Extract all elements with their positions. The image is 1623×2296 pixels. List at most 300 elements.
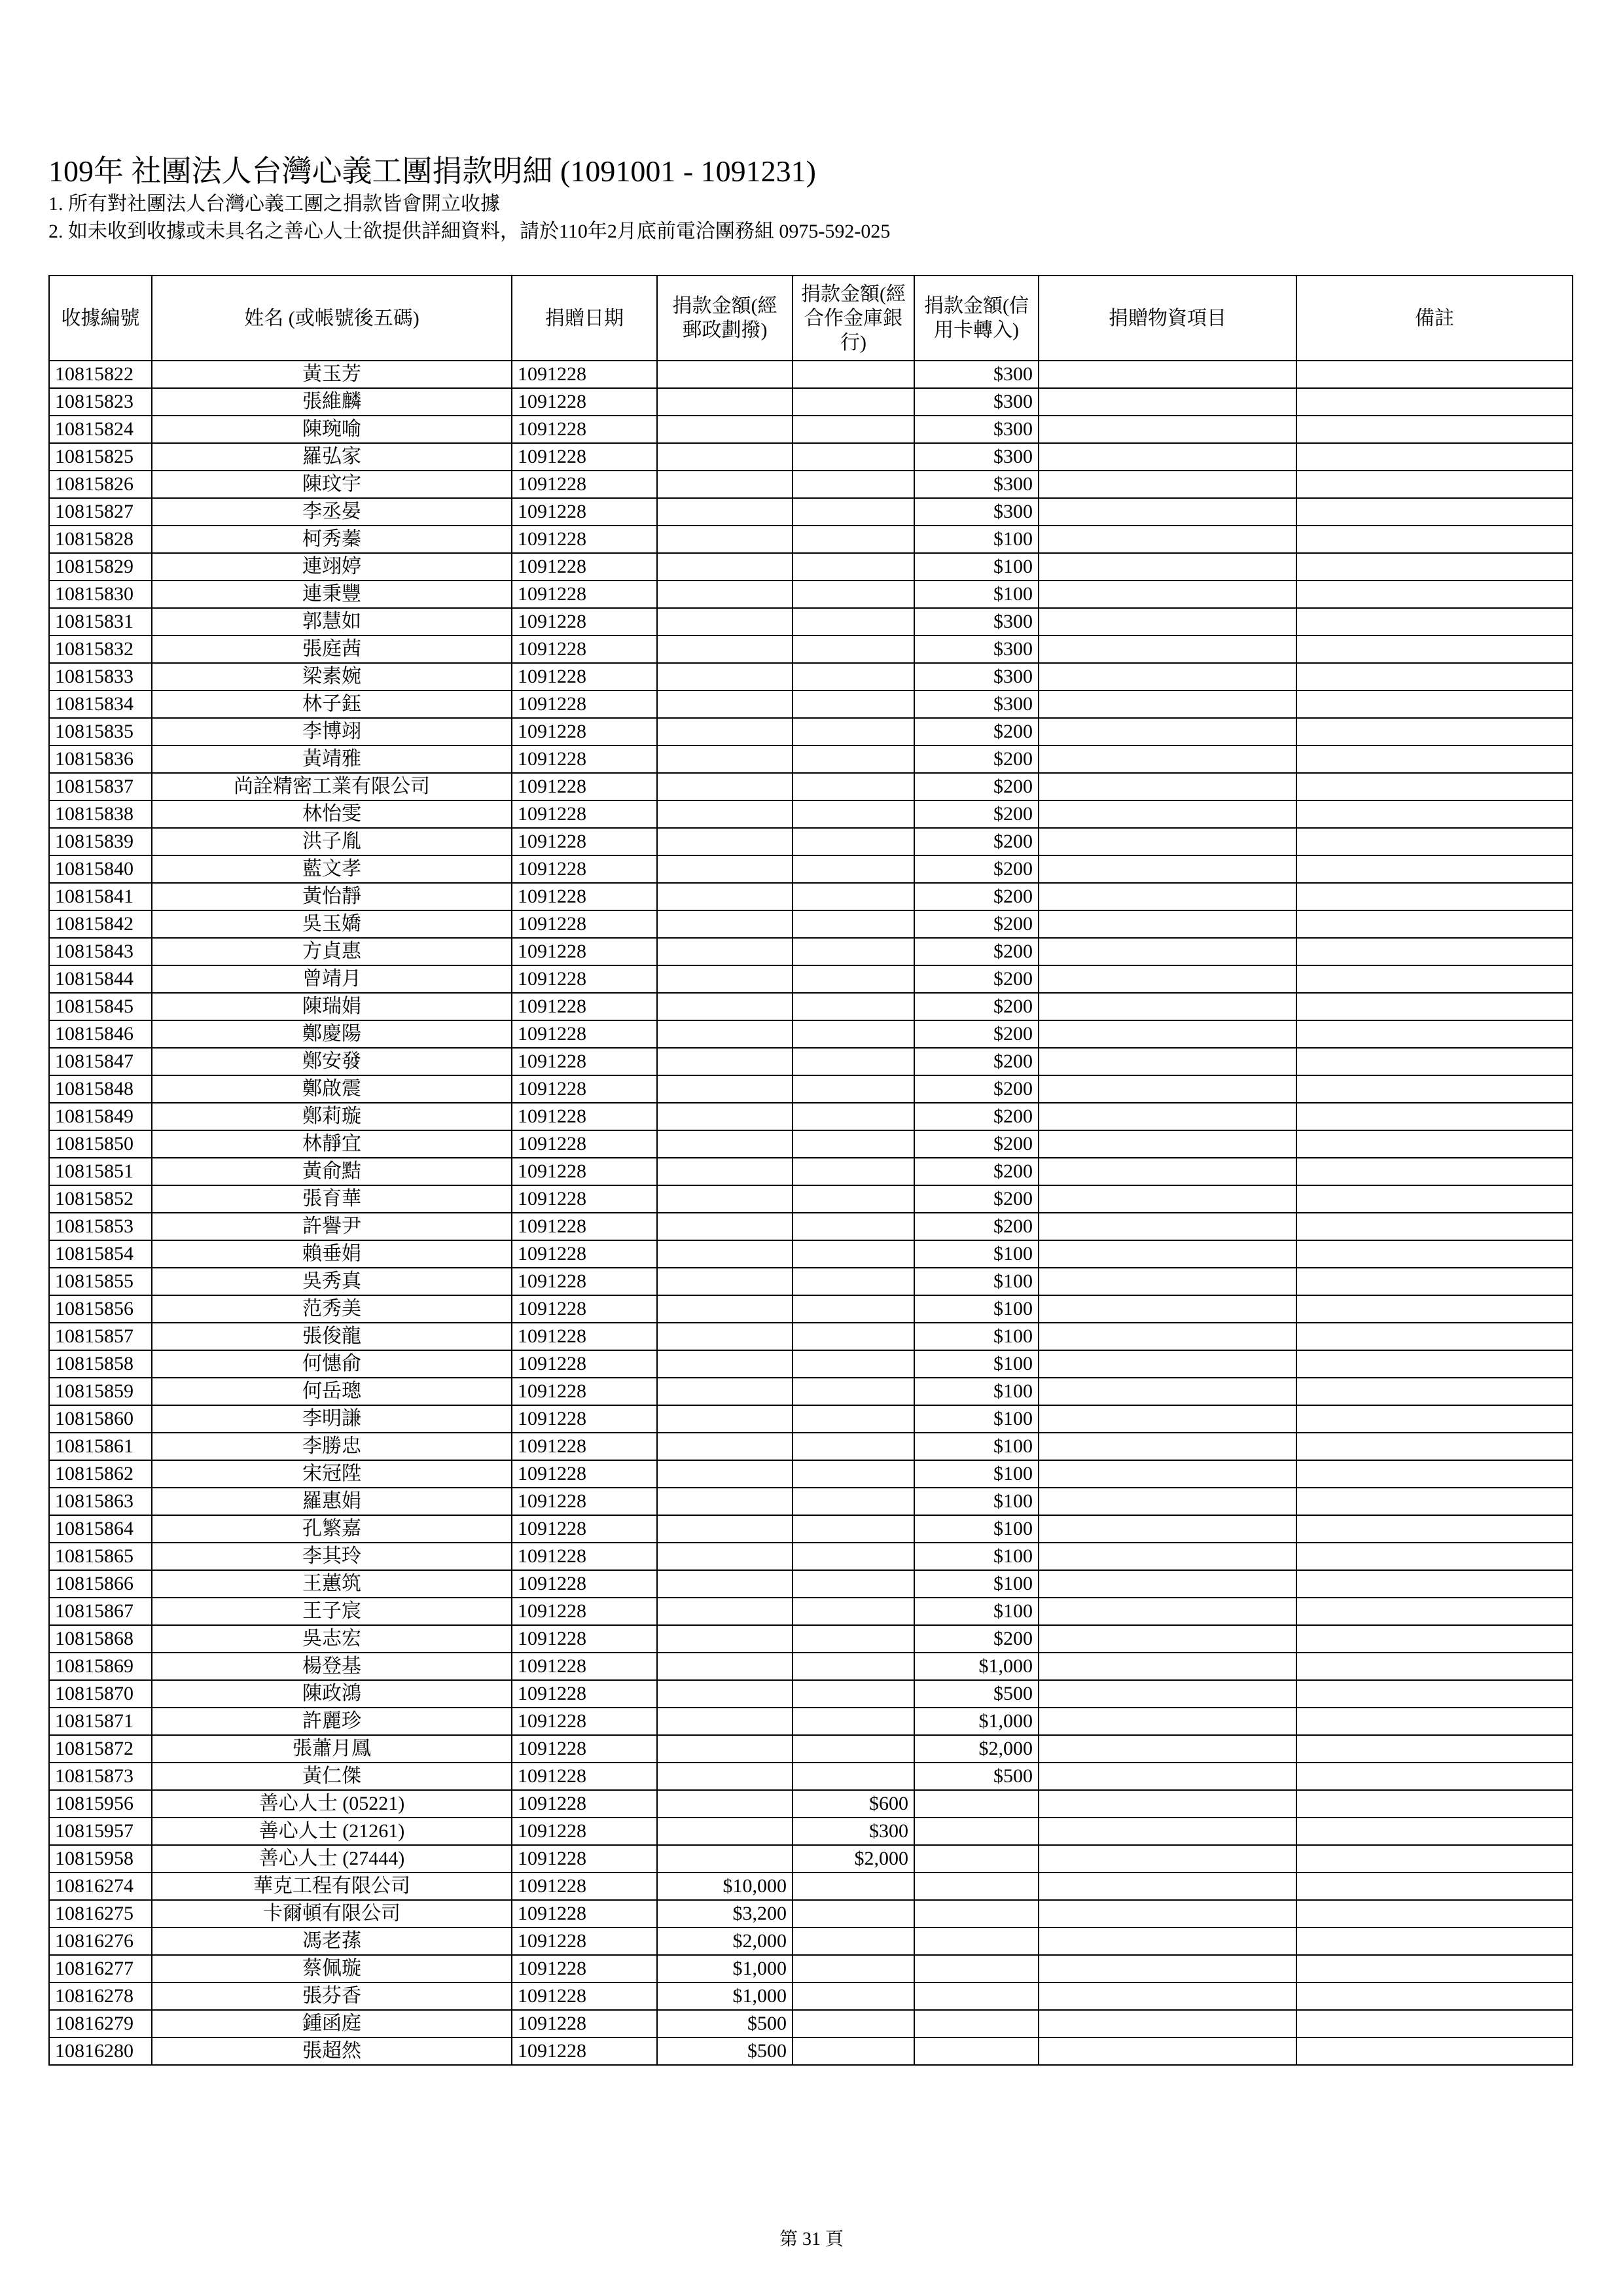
remarks-cell [1296,1598,1573,1625]
donation-date-cell: 1091228 [512,1433,657,1460]
remarks-cell [1296,1075,1573,1103]
donation-date-cell: 1091228 [512,1240,657,1268]
amount-credit-card-cell [914,1955,1039,1982]
table-row [49,965,1573,993]
goods-cell [1039,1982,1296,2010]
receipt-no-cell: 10815862 [49,1460,152,1488]
donation-date-cell: 1091228 [512,1460,657,1488]
amount-bank-cell [793,1323,914,1350]
amount-credit-card-cell: $200 [914,800,1039,828]
donor-name-cell: 何憓俞 [152,1350,512,1378]
amount-credit-card-cell: $300 [914,388,1039,416]
goods-cell [1039,663,1296,691]
receipt-no-cell: 10815833 [49,663,152,691]
page-number: 第 31 頁 [779,2229,844,2250]
donor-name-cell: 善心人士 (21261) [152,1818,512,1845]
donor-name-cell: 王蕙筑 [152,1570,512,1598]
remarks-cell [1296,1845,1573,1873]
donation-date-cell: 1091228 [512,965,657,993]
receipt-no-cell: 10815848 [49,1075,152,1103]
donation-date-cell: 1091228 [512,1075,657,1103]
amount-bank-cell [793,965,914,993]
amount-bank-cell [793,828,914,855]
remarks-cell [1296,1460,1573,1488]
remarks-cell [1296,1543,1573,1570]
remarks-cell [1296,718,1573,745]
goods-cell [1039,800,1296,828]
table-row [49,938,1573,965]
donation-date-cell: 1091228 [512,1350,657,1378]
amount-postal-cell [657,553,793,581]
receipt-no-cell: 10815835 [49,718,152,745]
donor-name-cell: 黃靖雅 [152,745,512,773]
amount-postal-cell [657,773,793,800]
amount-credit-card-cell: $100 [914,526,1039,553]
amount-credit-card-cell [914,1818,1039,1845]
remarks-cell [1296,1873,1573,1900]
amount-bank-cell [793,553,914,581]
amount-bank-cell [793,1185,914,1213]
amount-postal-cell: $3,200 [657,1900,793,1928]
receipt-no-cell: 10815868 [49,1625,152,1653]
donor-name-cell: 洪子胤 [152,828,512,855]
goods-cell [1039,938,1296,965]
remarks-cell [1296,800,1573,828]
table-row [49,883,1573,910]
amount-bank-cell [793,1020,914,1048]
donation-date-cell: 1091228 [512,361,657,388]
amount-bank-cell [793,1075,914,1103]
amount-bank-cell [793,1928,914,1955]
donor-name-cell: 孔繁嘉 [152,1515,512,1543]
donor-name-cell: 李博翊 [152,718,512,745]
receipt-no-cell: 10815826 [49,471,152,498]
goods-cell [1039,498,1296,526]
goods-cell [1039,1075,1296,1103]
table-row [49,416,1573,443]
goods-cell [1039,2010,1296,2037]
donation-date-cell: 1091228 [512,388,657,416]
table-row [49,1185,1573,1213]
table-row [49,1982,1573,2010]
amount-credit-card-cell: $100 [914,1570,1039,1598]
amount-bank-cell: $600 [793,1790,914,1818]
receipt-no-cell: 10815845 [49,993,152,1020]
donation-date-cell: 1091228 [512,1763,657,1790]
amount-postal-cell [657,1598,793,1625]
donation-date-cell: 1091228 [512,1928,657,1955]
amount-credit-card-cell: $300 [914,608,1039,636]
amount-credit-card-cell: $200 [914,938,1039,965]
donation-date-cell: 1091228 [512,828,657,855]
receipt-no-cell: 10815827 [49,498,152,526]
donation-date-cell: 1091228 [512,1295,657,1323]
remarks-cell [1296,443,1573,471]
goods-cell [1039,1845,1296,1873]
amount-postal-cell [657,828,793,855]
table-row [49,1268,1573,1295]
donor-name-cell: 郭慧如 [152,608,512,636]
amount-postal-cell [657,1130,793,1158]
amount-postal-cell: $10,000 [657,1873,793,1900]
table-row [49,471,1573,498]
amount-postal-cell [657,1158,793,1185]
amount-bank-cell [793,1350,914,1378]
amount-credit-card-cell: $200 [914,1213,1039,1240]
remarks-cell [1296,910,1573,938]
goods-cell [1039,1488,1296,1515]
receipt-no-cell: 10815852 [49,1185,152,1213]
amount-bank-cell [793,636,914,663]
donor-name-cell: 陳瑞娟 [152,993,512,1020]
amount-bank-cell: $300 [793,1818,914,1845]
table-row [49,1708,1573,1735]
donor-name-cell: 李明謙 [152,1405,512,1433]
amount-bank-cell [793,1763,914,1790]
amount-credit-card-cell: $200 [914,1185,1039,1213]
receipt-no-cell: 10815824 [49,416,152,443]
table-row [49,1570,1573,1598]
table-row [49,1405,1573,1433]
receipt-no-cell: 10815853 [49,1213,152,1240]
donor-name-cell: 尚詮精密工業有限公司 [152,773,512,800]
goods-cell [1039,636,1296,663]
table-row [49,1928,1573,1955]
amount-bank-cell [793,1515,914,1543]
amount-postal-cell [657,1570,793,1598]
table-row [49,2010,1573,2037]
amount-bank-cell: $2,000 [793,1845,914,1873]
receipt-no-cell: 10815873 [49,1763,152,1790]
goods-cell [1039,443,1296,471]
donor-name-cell: 梁素婉 [152,663,512,691]
receipt-no-cell: 10815846 [49,1020,152,1048]
amount-bank-cell [793,1103,914,1130]
table-row [49,1130,1573,1158]
remarks-cell [1296,1625,1573,1653]
amount-credit-card-cell: $200 [914,1130,1039,1158]
amount-bank-cell [793,2010,914,2037]
receipt-no-cell: 10815836 [49,745,152,773]
donation-date-cell: 1091228 [512,1488,657,1515]
receipt-no-cell: 10815850 [49,1130,152,1158]
donation-date-cell: 1091228 [512,1598,657,1625]
amount-bank-cell [793,745,914,773]
table-row [49,910,1573,938]
table-row [49,526,1573,553]
remarks-cell [1296,1708,1573,1735]
donation-date-cell: 1091228 [512,443,657,471]
donor-name-cell: 張芬香 [152,1982,512,2010]
amount-bank-cell [793,471,914,498]
amount-bank-cell [793,1158,914,1185]
amount-bank-cell [793,1653,914,1680]
table-row [49,1900,1573,1928]
amount-postal-cell [657,855,793,883]
amount-bank-cell [793,1900,914,1928]
amount-credit-card-cell [914,2037,1039,2065]
amount-postal-cell [657,800,793,828]
goods-cell [1039,1515,1296,1543]
amount-postal-cell [657,1625,793,1653]
receipt-no-cell: 10815869 [49,1653,152,1680]
donor-name-cell: 李其玲 [152,1543,512,1570]
table-row [49,1543,1573,1570]
header-amount-bank: 捐款金額(經合作金庫銀行) [793,276,914,361]
donor-name-cell: 連翊婷 [152,553,512,581]
goods-cell [1039,1048,1296,1075]
amount-postal-cell [657,1405,793,1433]
donation-date-cell: 1091228 [512,663,657,691]
amount-bank-cell [793,855,914,883]
receipt-no-cell: 10815849 [49,1103,152,1130]
donation-date-cell: 1091228 [512,800,657,828]
table-row [49,828,1573,855]
donation-date-cell: 1091228 [512,2037,657,2065]
table-row [49,1845,1573,1873]
amount-postal-cell [657,938,793,965]
donor-name-cell: 柯秀蓁 [152,526,512,553]
remarks-cell [1296,1763,1573,1790]
receipt-no-cell: 10815838 [49,800,152,828]
amount-credit-card-cell: $100 [914,553,1039,581]
amount-postal-cell [657,361,793,388]
remarks-cell [1296,361,1573,388]
receipt-no-cell: 10815867 [49,1598,152,1625]
receipt-no-cell: 10815863 [49,1488,152,1515]
goods-cell [1039,416,1296,443]
goods-cell [1039,1213,1296,1240]
donation-date-cell: 1091228 [512,993,657,1020]
receipt-no-cell: 10815834 [49,691,152,718]
donation-date-cell: 1091228 [512,416,657,443]
amount-credit-card-cell: $200 [914,718,1039,745]
donation-date-cell: 1091228 [512,1680,657,1708]
amount-postal-cell [657,1295,793,1323]
donor-name-cell: 張育華 [152,1185,512,1213]
table-row [49,1763,1573,1790]
donation-date-cell: 1091228 [512,1048,657,1075]
donor-name-cell: 張超然 [152,2037,512,2065]
table-row [49,1350,1573,1378]
amount-bank-cell [793,718,914,745]
donation-date-cell: 1091228 [512,1213,657,1240]
amount-postal-cell [657,718,793,745]
remarks-cell [1296,1323,1573,1350]
remarks-cell [1296,498,1573,526]
receipt-no-cell: 10815829 [49,553,152,581]
remarks-cell [1296,1488,1573,1515]
amount-postal-cell [657,1433,793,1460]
amount-credit-card-cell: $300 [914,636,1039,663]
receipt-no-cell: 10816279 [49,2010,152,2037]
table-row [49,1075,1573,1103]
amount-credit-card-cell: $100 [914,1323,1039,1350]
goods-cell [1039,1378,1296,1405]
amount-bank-cell [793,938,914,965]
amount-postal-cell [657,745,793,773]
remarks-cell [1296,1818,1573,1845]
remarks-cell [1296,1350,1573,1378]
donor-name-cell: 楊登基 [152,1653,512,1680]
donor-name-cell: 陳玟宇 [152,471,512,498]
remarks-cell [1296,965,1573,993]
amount-credit-card-cell: $100 [914,1268,1039,1295]
receipt-no-cell: 10815839 [49,828,152,855]
goods-cell [1039,1653,1296,1680]
amount-credit-card-cell: $100 [914,581,1039,608]
donor-name-cell: 黃仁傑 [152,1763,512,1790]
donor-name-cell: 鄭慶陽 [152,1020,512,1048]
donation-date-cell: 1091228 [512,1873,657,1900]
amount-credit-card-cell [914,1790,1039,1818]
remarks-cell [1296,1048,1573,1075]
amount-postal-cell [657,1378,793,1405]
donation-date-cell: 1091228 [512,1103,657,1130]
donor-name-cell: 善心人士 (27444) [152,1845,512,1873]
goods-cell [1039,1323,1296,1350]
donation-date-cell: 1091228 [512,608,657,636]
table-row [49,993,1573,1020]
amount-bank-cell [793,1598,914,1625]
remarks-cell [1296,1103,1573,1130]
goods-cell [1039,2037,1296,2065]
table-header-row [49,276,1573,361]
remarks-cell [1296,1680,1573,1708]
donation-date-cell: 1091228 [512,1158,657,1185]
amount-postal-cell [657,993,793,1020]
remarks-cell [1296,471,1573,498]
goods-cell [1039,1543,1296,1570]
amount-credit-card-cell: $300 [914,416,1039,443]
remarks-cell [1296,608,1573,636]
donation-date-cell: 1091228 [512,910,657,938]
remarks-cell [1296,2010,1573,2037]
amount-bank-cell [793,1680,914,1708]
table-row [49,553,1573,581]
goods-cell [1039,1185,1296,1213]
donation-date-cell: 1091228 [512,1020,657,1048]
receipt-no-cell: 10815847 [49,1048,152,1075]
table-row [49,361,1573,388]
table-body [49,361,1573,2065]
amount-bank-cell [793,1735,914,1763]
donor-name-cell: 羅惠娟 [152,1488,512,1515]
remarks-cell [1296,1130,1573,1158]
amount-bank-cell [793,1625,914,1653]
remarks-cell [1296,993,1573,1020]
donation-date-cell: 1091228 [512,1570,657,1598]
note-receipt: 1. 所有對社團法人台灣心義工團之捐款皆會開立收據 [48,193,500,215]
goods-cell [1039,581,1296,608]
donor-name-cell: 張維麟 [152,388,512,416]
amount-postal-cell [657,1708,793,1735]
amount-postal-cell [657,1488,793,1515]
amount-credit-card-cell: $500 [914,1763,1039,1790]
goods-cell [1039,1103,1296,1130]
amount-bank-cell [793,1708,914,1735]
amount-credit-card-cell: $200 [914,1158,1039,1185]
donation-date-cell: 1091228 [512,1790,657,1818]
amount-postal-cell [657,388,793,416]
receipt-no-cell: 10816278 [49,1982,152,2010]
amount-credit-card-cell: $2,000 [914,1735,1039,1763]
donor-name-cell: 鄭啟震 [152,1075,512,1103]
receipt-no-cell: 10815854 [49,1240,152,1268]
donation-date-cell: 1091228 [512,1982,657,2010]
goods-cell [1039,855,1296,883]
amount-credit-card-cell: $300 [914,663,1039,691]
donor-name-cell: 黃玉芳 [152,361,512,388]
amount-bank-cell [793,526,914,553]
receipt-no-cell: 10815857 [49,1323,152,1350]
donation-date-cell: 1091228 [512,883,657,910]
amount-credit-card-cell [914,2010,1039,2037]
receipt-no-cell: 10815871 [49,1708,152,1735]
remarks-cell [1296,1515,1573,1543]
amount-postal-cell [657,636,793,663]
table-row [49,2037,1573,2065]
amount-bank-cell [793,1982,914,2010]
table-row [49,1680,1573,1708]
table-row [49,773,1573,800]
goods-cell [1039,718,1296,745]
receipt-no-cell: 10815865 [49,1543,152,1570]
goods-cell [1039,1405,1296,1433]
amount-bank-cell [793,581,914,608]
goods-cell [1039,1928,1296,1955]
amount-postal-cell [657,1460,793,1488]
donation-date-cell: 1091228 [512,938,657,965]
table-row [49,1295,1573,1323]
goods-cell [1039,1130,1296,1158]
donor-name-cell: 吳秀真 [152,1268,512,1295]
amount-postal-cell [657,608,793,636]
amount-postal-cell [657,1735,793,1763]
amount-credit-card-cell: $200 [914,1625,1039,1653]
donation-date-cell: 1091228 [512,526,657,553]
table-row [49,1158,1573,1185]
amount-credit-card-cell [914,1928,1039,1955]
goods-cell [1039,1735,1296,1763]
goods-cell [1039,1350,1296,1378]
goods-cell [1039,608,1296,636]
receipt-no-cell: 10815822 [49,361,152,388]
donor-name-cell: 蔡佩璇 [152,1955,512,1982]
donation-date-cell: 1091228 [512,553,657,581]
donor-name-cell: 黃怡靜 [152,883,512,910]
donation-date-cell: 1091228 [512,1653,657,1680]
amount-credit-card-cell: $100 [914,1488,1039,1515]
donation-date-cell: 1091228 [512,718,657,745]
donor-name-cell: 李勝忠 [152,1433,512,1460]
donation-date-cell: 1091228 [512,581,657,608]
donation-date-cell: 1091228 [512,1323,657,1350]
amount-postal-cell [657,1350,793,1378]
donor-name-cell: 吳玉嬌 [152,910,512,938]
amount-postal-cell: $500 [657,2010,793,2037]
table-row [49,800,1573,828]
amount-postal-cell [657,1763,793,1790]
amount-credit-card-cell: $200 [914,883,1039,910]
goods-cell [1039,993,1296,1020]
receipt-no-cell: 10816277 [49,1955,152,1982]
donation-date-cell: 1091228 [512,636,657,663]
receipt-no-cell: 10815851 [49,1158,152,1185]
remarks-cell [1296,526,1573,553]
remarks-cell [1296,1295,1573,1323]
table-row [49,1048,1573,1075]
